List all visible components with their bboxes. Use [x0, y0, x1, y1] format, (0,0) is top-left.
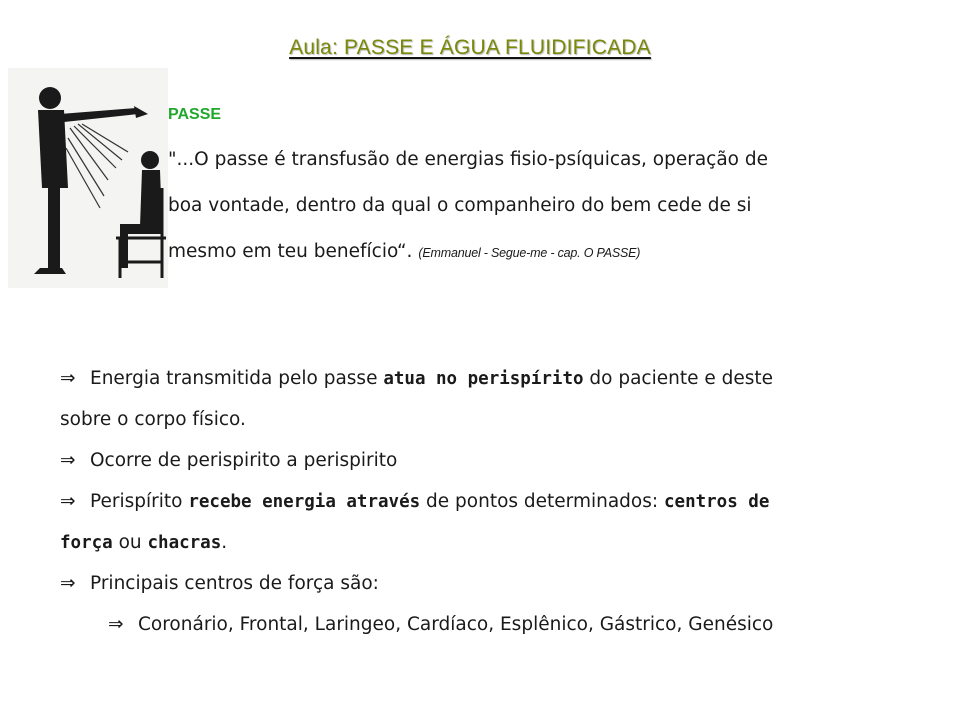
page-title: Aula: PASSE E ÁGUA FLUIDIFICADA [289, 36, 651, 59]
quote-line-1: "...O passe é transfusão de energias fisio-psíquicas, operação de [168, 149, 768, 170]
quote-line-2: boa vontade, dentro da qual o companheiro do bem cede de si [168, 195, 752, 216]
bullet-text: do paciente e deste [583, 368, 774, 389]
bullet-list [60, 358, 920, 645]
bullet-text: de pontos determinados: [420, 491, 664, 512]
bullet-text: Perispírito [90, 491, 189, 512]
quote-line-3 [168, 229, 908, 276]
bullet-bold: centros de [664, 492, 770, 512]
arrow-icon: ⇒ [108, 614, 124, 635]
bullet-item-3 [60, 481, 920, 522]
arrow-icon: ⇒ [60, 491, 76, 512]
passe-illustration [8, 68, 168, 288]
arrow-icon: ⇒ [60, 450, 76, 471]
arrow-icon: ⇒ [60, 368, 76, 389]
bullet-item-3-continued [60, 522, 920, 563]
bullet-text: Coronário, Frontal, Laringeo, Cardíaco, Esplênico, Gástrico, Genésico [138, 614, 774, 635]
quote-source: (Emmanuel - Segue-me - cap. O PASSE) [418, 246, 641, 260]
bullet-item-1-continued: sobre o corpo físico. [60, 409, 246, 430]
bullet-text: . [221, 532, 228, 553]
passe-quote [168, 137, 908, 276]
bullet-text: Principais centros de força são: [90, 573, 379, 594]
quote-line-3-text: mesmo em teu benefício“. [168, 241, 413, 262]
bullet-bold: força [60, 533, 113, 553]
bullet-item-1 [60, 358, 920, 399]
bullet-item-4 [60, 563, 920, 604]
bullet-text: ou [112, 532, 148, 553]
section-heading: PASSE [168, 106, 222, 123]
arrow-icon: ⇒ [60, 573, 76, 594]
bullet-item-5 [60, 604, 920, 645]
bullet-bold: chacras [147, 533, 222, 553]
bullet-bold: atua no perispírito [383, 369, 584, 389]
bullet-bold: recebe energia através [188, 492, 421, 512]
bullet-text: Energia transmitida pelo passe [90, 368, 384, 389]
bullet-item-2 [60, 440, 920, 481]
bullet-text: Ocorre de perispirito a perispirito [90, 450, 398, 471]
